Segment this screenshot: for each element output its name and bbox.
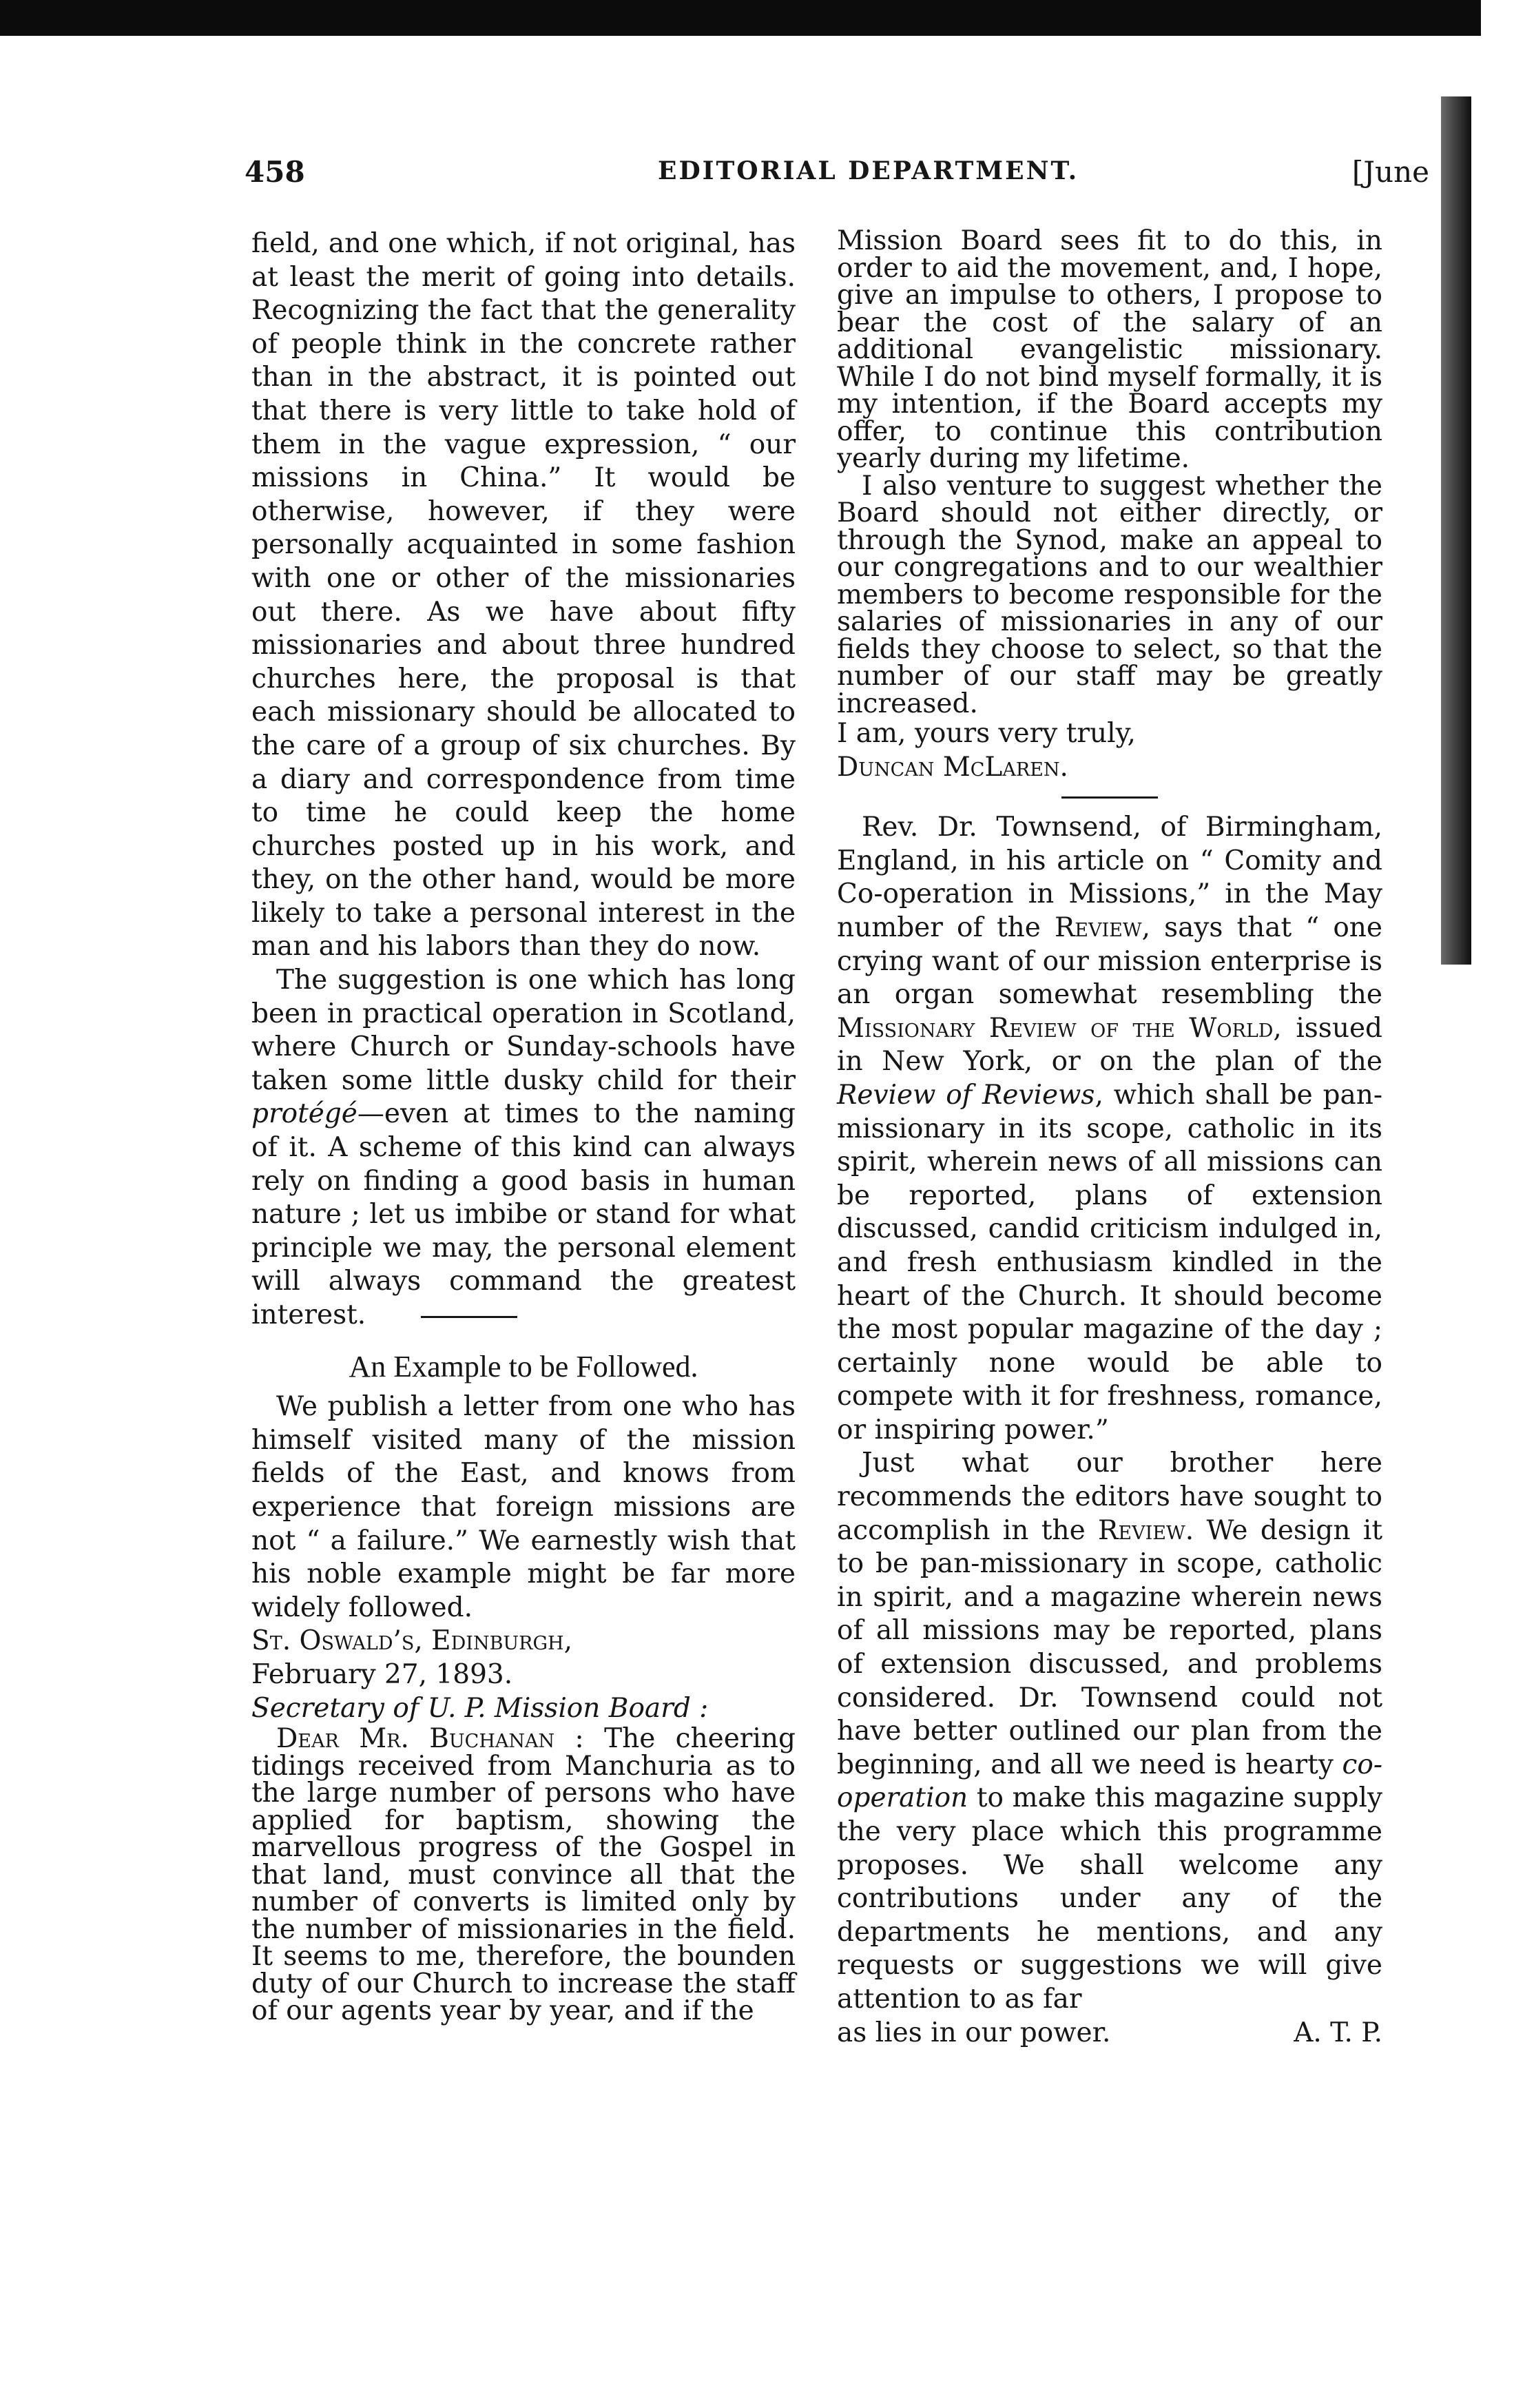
review-title: Review of Reviews — [837, 1079, 1095, 1111]
section-rule — [1061, 796, 1158, 799]
letter-body — [251, 1725, 796, 2025]
paragraph-response — [837, 1447, 1382, 2016]
letter-paragraph: I also venture to suggest whether the Board should not either directly, or through the Synod, make an appeal to our congregations and to our wealthier members to become responsible for the salaries of missionaries in any of our fields they choose to select, so that the number of our staff may be greatly increased. — [837, 470, 1382, 719]
paragraph-text: , which shall be pan-missionary in its scope, catholic in its spirit, wherein news of all missions can be reported, plans of extension discussed, candid criticism indulged in, and fresh enthusiasm kindled in the heart of the Church. It should become the most popular magazine of the day ; certainly none would be able to compete with it for freshness, romance, or inspiring power.” — [837, 1079, 1382, 1445]
letter-date: February 27, 1893. — [251, 1658, 513, 1690]
header-month: [June — [1351, 155, 1429, 189]
paragraph-text: . We design it to be pan-missionary in scope, catholic in spirit, and a magazine wherein news of all missions may be reported, plans of extension discussed, and problems considered. Dr. Townsend could not have better outlined our plan from the beginning, and all we need is hearty — [837, 1514, 1382, 1780]
letter-addressee: Secretary of U. P. Mission Board : — [251, 1692, 709, 1724]
paragraph-text: , issued in New York, or on the plan of the — [837, 1012, 1382, 1078]
italic-word: co-operation — [837, 1749, 1383, 1814]
sign-off-line — [837, 2017, 1382, 2050]
running-head: EDITORIAL DEPARTMENT. — [658, 156, 1079, 185]
review-title: Review — [1054, 912, 1142, 943]
paragraph-suggestion — [251, 964, 796, 1332]
scan-top-border — [0, 0, 1481, 36]
right-column — [837, 227, 1382, 2050]
paragraph-text: , says that “ one crying want of our mission enterprise is an organ somewhat resembling the — [837, 912, 1382, 1011]
italic-word: protégé — [251, 1098, 357, 1130]
paragraph-townsend — [837, 811, 1382, 1447]
section-heading: An Example to be Followed. — [349, 1349, 698, 1383]
letter-signature: Duncan McLaren. — [837, 751, 1068, 783]
scan-binding-shadow — [1441, 96, 1471, 965]
paragraph-text: The suggestion is one which has long been in practical operation in Scotland, where Church or Sunday-schools have taken some little dusky child for their — [251, 965, 796, 1096]
paragraph-text: Just what our brother here recommends the editors have sought to accomplish in the — [837, 1448, 1382, 1546]
paragraph-text: to make this magazine supply the very place which this programme proposes. We shall welcome any contributions under any of the departments he mentions, and any requests or suggestions we will give attention to as far — [837, 1782, 1383, 2015]
paragraph-intro: We publish a letter from one who has himself visited many of the mission fields of the East, and knows from experience that foreign missions are not “ a failure.” We earnestly wish that his noble example might be far more widely followed. — [251, 1391, 796, 1623]
paragraph-text: Rev. Dr. Townsend, of Birmingham, England, in his article on “ Comity and Co-operation in Missions,” in the May number of the — [837, 812, 1382, 943]
letter-text: The cheering tidings received from Manchuria as to the large number of persons who have applied for baptism, showing the marvellous progress of the Gospel in that land, must convince all that the number of converts is limited only by the number of missionaries in the field. It seems to me, therefore, the bounden duty of our Church to increase the staff of our agents year by year, and if the — [251, 1723, 796, 2027]
page-header — [245, 155, 1429, 196]
closing-text: as lies in our power. — [837, 2017, 1111, 2048]
letter-place: St. Oswald’s, Edinburgh, — [251, 1625, 573, 1657]
page-number: 458 — [245, 155, 305, 189]
author-initials: A. T. P. — [1294, 2017, 1382, 2048]
section-rule — [421, 1316, 517, 1318]
paragraph-continued: field, and one which, if not original, has at least the merit of going into details. Recognizing the fact that the generality of people think in the concrete rather than in the abstract, it is pointed out that there is very little to take hold of them in the vague expression, “ our missions in China.” It would be otherwise, however, if they were personally acquainted in some fashion with one or other of the missionaries out there. As we have about fifty missionaries and about three hundred churches here, the proposal is that each missionary should be allocated to the care of a group of six churches. By a diary and correspondence from time to time he could keep the home churches posted up in his work, and they, on the other hand, would be more likely to take a personal interest in the man and his labors than they do now. — [251, 228, 796, 963]
review-title: Missionary Review of the World — [837, 1012, 1274, 1044]
salutation: Dear Mr. Buchanan : — [276, 1723, 584, 1755]
letter-closing: I am, yours very truly, — [837, 718, 1136, 749]
letter-continued: Mission Board sees fit to do this, in order to aid the movement, and, I hope, give an impulse to others, I propose to bear the cost of the salary of an additional evangelistic missionary. While I do not bind myself formally, it is my intention, if the Board accepts my offer, to continue this contribution yearly during my lifetime. — [837, 225, 1382, 474]
left-column — [251, 227, 796, 2025]
review-title: Review — [1098, 1514, 1185, 1546]
paragraph-text: —even at times to the naming of it. A scheme of this kind can always rely on finding a good basis in human nature ; let us imbibe or stand for what principle we may, the personal element will always command the greatest interest. — [251, 1098, 796, 1330]
scan-right-margin — [1481, 21, 1514, 2408]
